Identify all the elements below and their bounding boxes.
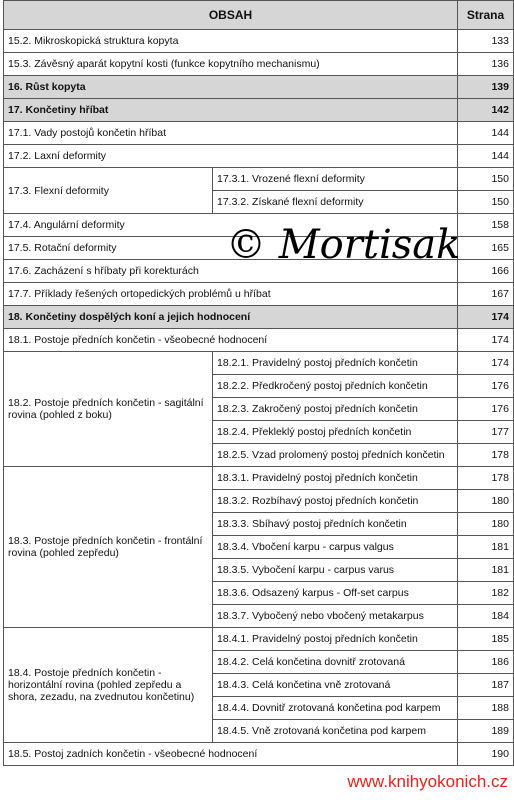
toc-subsection-title: 18.2.2. Předkročený postoj předních končetin <box>213 375 458 398</box>
toc-page-number: 176 <box>458 375 514 398</box>
toc-page-number: 174 <box>458 306 514 329</box>
toc-subsection-title: 18.3.1. Pravidelný postoj předních končetin <box>213 467 458 490</box>
toc-subsection-title: 18.3.3. Sbíhavý postoj předních končetin <box>213 513 458 536</box>
toc-entry-title: 15.2. Mikroskopická struktura kopyta <box>4 30 458 53</box>
toc-row-17-5 <box>4 237 514 260</box>
toc-entry-title: 17.7. Příklady řešených ortopedických problémů u hříbat <box>4 283 458 306</box>
toc-subsection-title: 18.2.1. Pravidelný postoj předních končetin <box>213 352 458 375</box>
toc-page-number: 165 <box>458 237 514 260</box>
toc-group-18-3-title: 18.3. Postoje předních končetin - frontální rovina (pohled zepředu) <box>4 467 213 628</box>
toc-entry-title: 17.4. Angulární deformity <box>4 214 458 237</box>
toc-page-number: 150 <box>458 168 514 191</box>
toc-row-17 <box>4 99 514 122</box>
toc-page-number: 181 <box>458 559 514 582</box>
toc-subsection-title: 18.4.5. Vně zrotovaná končetina pod karpem <box>213 720 458 743</box>
toc-body <box>4 30 514 766</box>
toc-subsection-title: 18.3.5. Vybočení karpu - carpus varus <box>213 559 458 582</box>
toc-subsection-title: 18.3.2. Rozbíhavý postoj předních končetin <box>213 490 458 513</box>
toc-page-number: 187 <box>458 674 514 697</box>
toc-subsection-title: 18.3.4. Vbočení karpu - carpus valgus <box>213 536 458 559</box>
toc-page-number: 180 <box>458 490 514 513</box>
toc-page-number: 174 <box>458 352 514 375</box>
toc-page-number: 139 <box>458 76 514 99</box>
toc-entry-title: 17.1. Vady postojů končetin hříbat <box>4 122 458 145</box>
toc-group-17-3-title: 17.3. Flexní deformity <box>4 168 213 214</box>
toc-subsection-title: 18.4.1. Pravidelný postoj předních končetin <box>213 628 458 651</box>
toc-subsection-title: 17.3.2. Získané flexní deformity <box>213 191 458 214</box>
toc-subsection-title: 18.4.3. Celá končetina vně zrotovaná <box>213 674 458 697</box>
toc-row-17-2 <box>4 145 514 168</box>
toc-subsection-title: 17.3.1. Vrozené flexní deformity <box>213 168 458 191</box>
toc-page-number: 189 <box>458 720 514 743</box>
toc-group-18-4-title: 18.4. Postoje předních končetin - horizontální rovina (pohled zepředu a shora, zezadu, na zvednutou končetinu) <box>4 628 213 743</box>
toc-subsection-title: 18.4.4. Dovnitř zrotovaná končetina pod karpem <box>213 697 458 720</box>
toc-page-number: 174 <box>458 329 514 352</box>
table-of-contents <box>3 0 514 766</box>
toc-page-number: 178 <box>458 467 514 490</box>
toc-sub-row <box>4 168 514 191</box>
toc-row-18-1 <box>4 329 514 352</box>
toc-row-16 <box>4 76 514 99</box>
toc-page-number: 136 <box>458 53 514 76</box>
toc-row-17-6 <box>4 260 514 283</box>
toc-subsection-title: 18.2.3. Zakročený postoj předních končetin <box>213 398 458 421</box>
toc-row-18 <box>4 306 514 329</box>
toc-subsection-title: 18.2.5. Vzad prolomený postoj předních končetin <box>213 444 458 467</box>
toc-page-number: 186 <box>458 651 514 674</box>
toc-page-number: 166 <box>458 260 514 283</box>
toc-page-number: 188 <box>458 697 514 720</box>
contents-heading: OBSAH <box>4 1 458 30</box>
copyright-watermark: © Mortisak <box>226 222 461 268</box>
toc-subsection-title: 18.3.6. Odsazený karpus - Off-set carpus <box>213 582 458 605</box>
toc-entry-title: 18. Končetiny dospělých koní a jejich hodnocení <box>4 306 458 329</box>
toc-page-number: 142 <box>458 99 514 122</box>
toc-page-number: 180 <box>458 513 514 536</box>
page-heading: Strana <box>458 1 514 30</box>
toc-entry-title: 17.6. Zacházení s hříbaty při korekturách <box>4 260 458 283</box>
toc-sub-row <box>4 352 514 375</box>
toc-sub-row <box>4 628 514 651</box>
toc-row-15-2 <box>4 30 514 53</box>
toc-group-18-2-title: 18.2. Postoje předních končetin - sagitální rovina (pohled z boku) <box>4 352 213 467</box>
toc-page-number: 185 <box>458 628 514 651</box>
toc-page-number: 158 <box>458 214 514 237</box>
toc-subsection-title: 18.2.4. Překleklý postoj předních končetin <box>213 421 458 444</box>
toc-page-number: 178 <box>458 444 514 467</box>
toc-row-18-5 <box>4 743 514 766</box>
toc-page-number: 167 <box>458 283 514 306</box>
toc-row-17-4 <box>4 214 514 237</box>
toc-page-number: 133 <box>458 30 514 53</box>
toc-entry-title: 17.2. Laxní deformity <box>4 145 458 168</box>
toc-page-number: 144 <box>458 145 514 168</box>
toc-sub-row <box>4 467 514 490</box>
website-url: www.knihyokonich.cz <box>347 772 508 791</box>
toc-page-number: 184 <box>458 605 514 628</box>
toc-page-number: 181 <box>458 536 514 559</box>
toc-entry-title: 17.5. Rotační deformity <box>4 237 458 260</box>
toc-entry-title: 15.3. Závěsný aparát kopytní kosti (funkce kopytního mechanismu) <box>4 53 458 76</box>
toc-row-17-7 <box>4 283 514 306</box>
toc-subsection-title: 18.4.2. Celá končetina dovnitř zrotovaná <box>213 651 458 674</box>
toc-subsection-title: 18.3.7. Vybočený nebo vbočený metakarpus <box>213 605 458 628</box>
toc-header-row <box>4 1 514 30</box>
toc-entry-title: 16. Růst kopyta <box>4 76 458 99</box>
toc-page-number: 176 <box>458 398 514 421</box>
toc-page-number: 150 <box>458 191 514 214</box>
toc-page-number: 144 <box>458 122 514 145</box>
toc-entry-title: 17. Končetiny hříbat <box>4 99 458 122</box>
toc-entry-title: 18.5. Postoj zadních končetin - všeobecné hodnocení <box>4 743 458 766</box>
toc-page-number: 190 <box>458 743 514 766</box>
toc-page-number: 182 <box>458 582 514 605</box>
toc-row-17-1 <box>4 122 514 145</box>
toc-entry-title: 18.1. Postoje předních končetin - všeobecné hodnocení <box>4 329 458 352</box>
toc-page-number: 177 <box>458 421 514 444</box>
toc-row-15-3 <box>4 53 514 76</box>
